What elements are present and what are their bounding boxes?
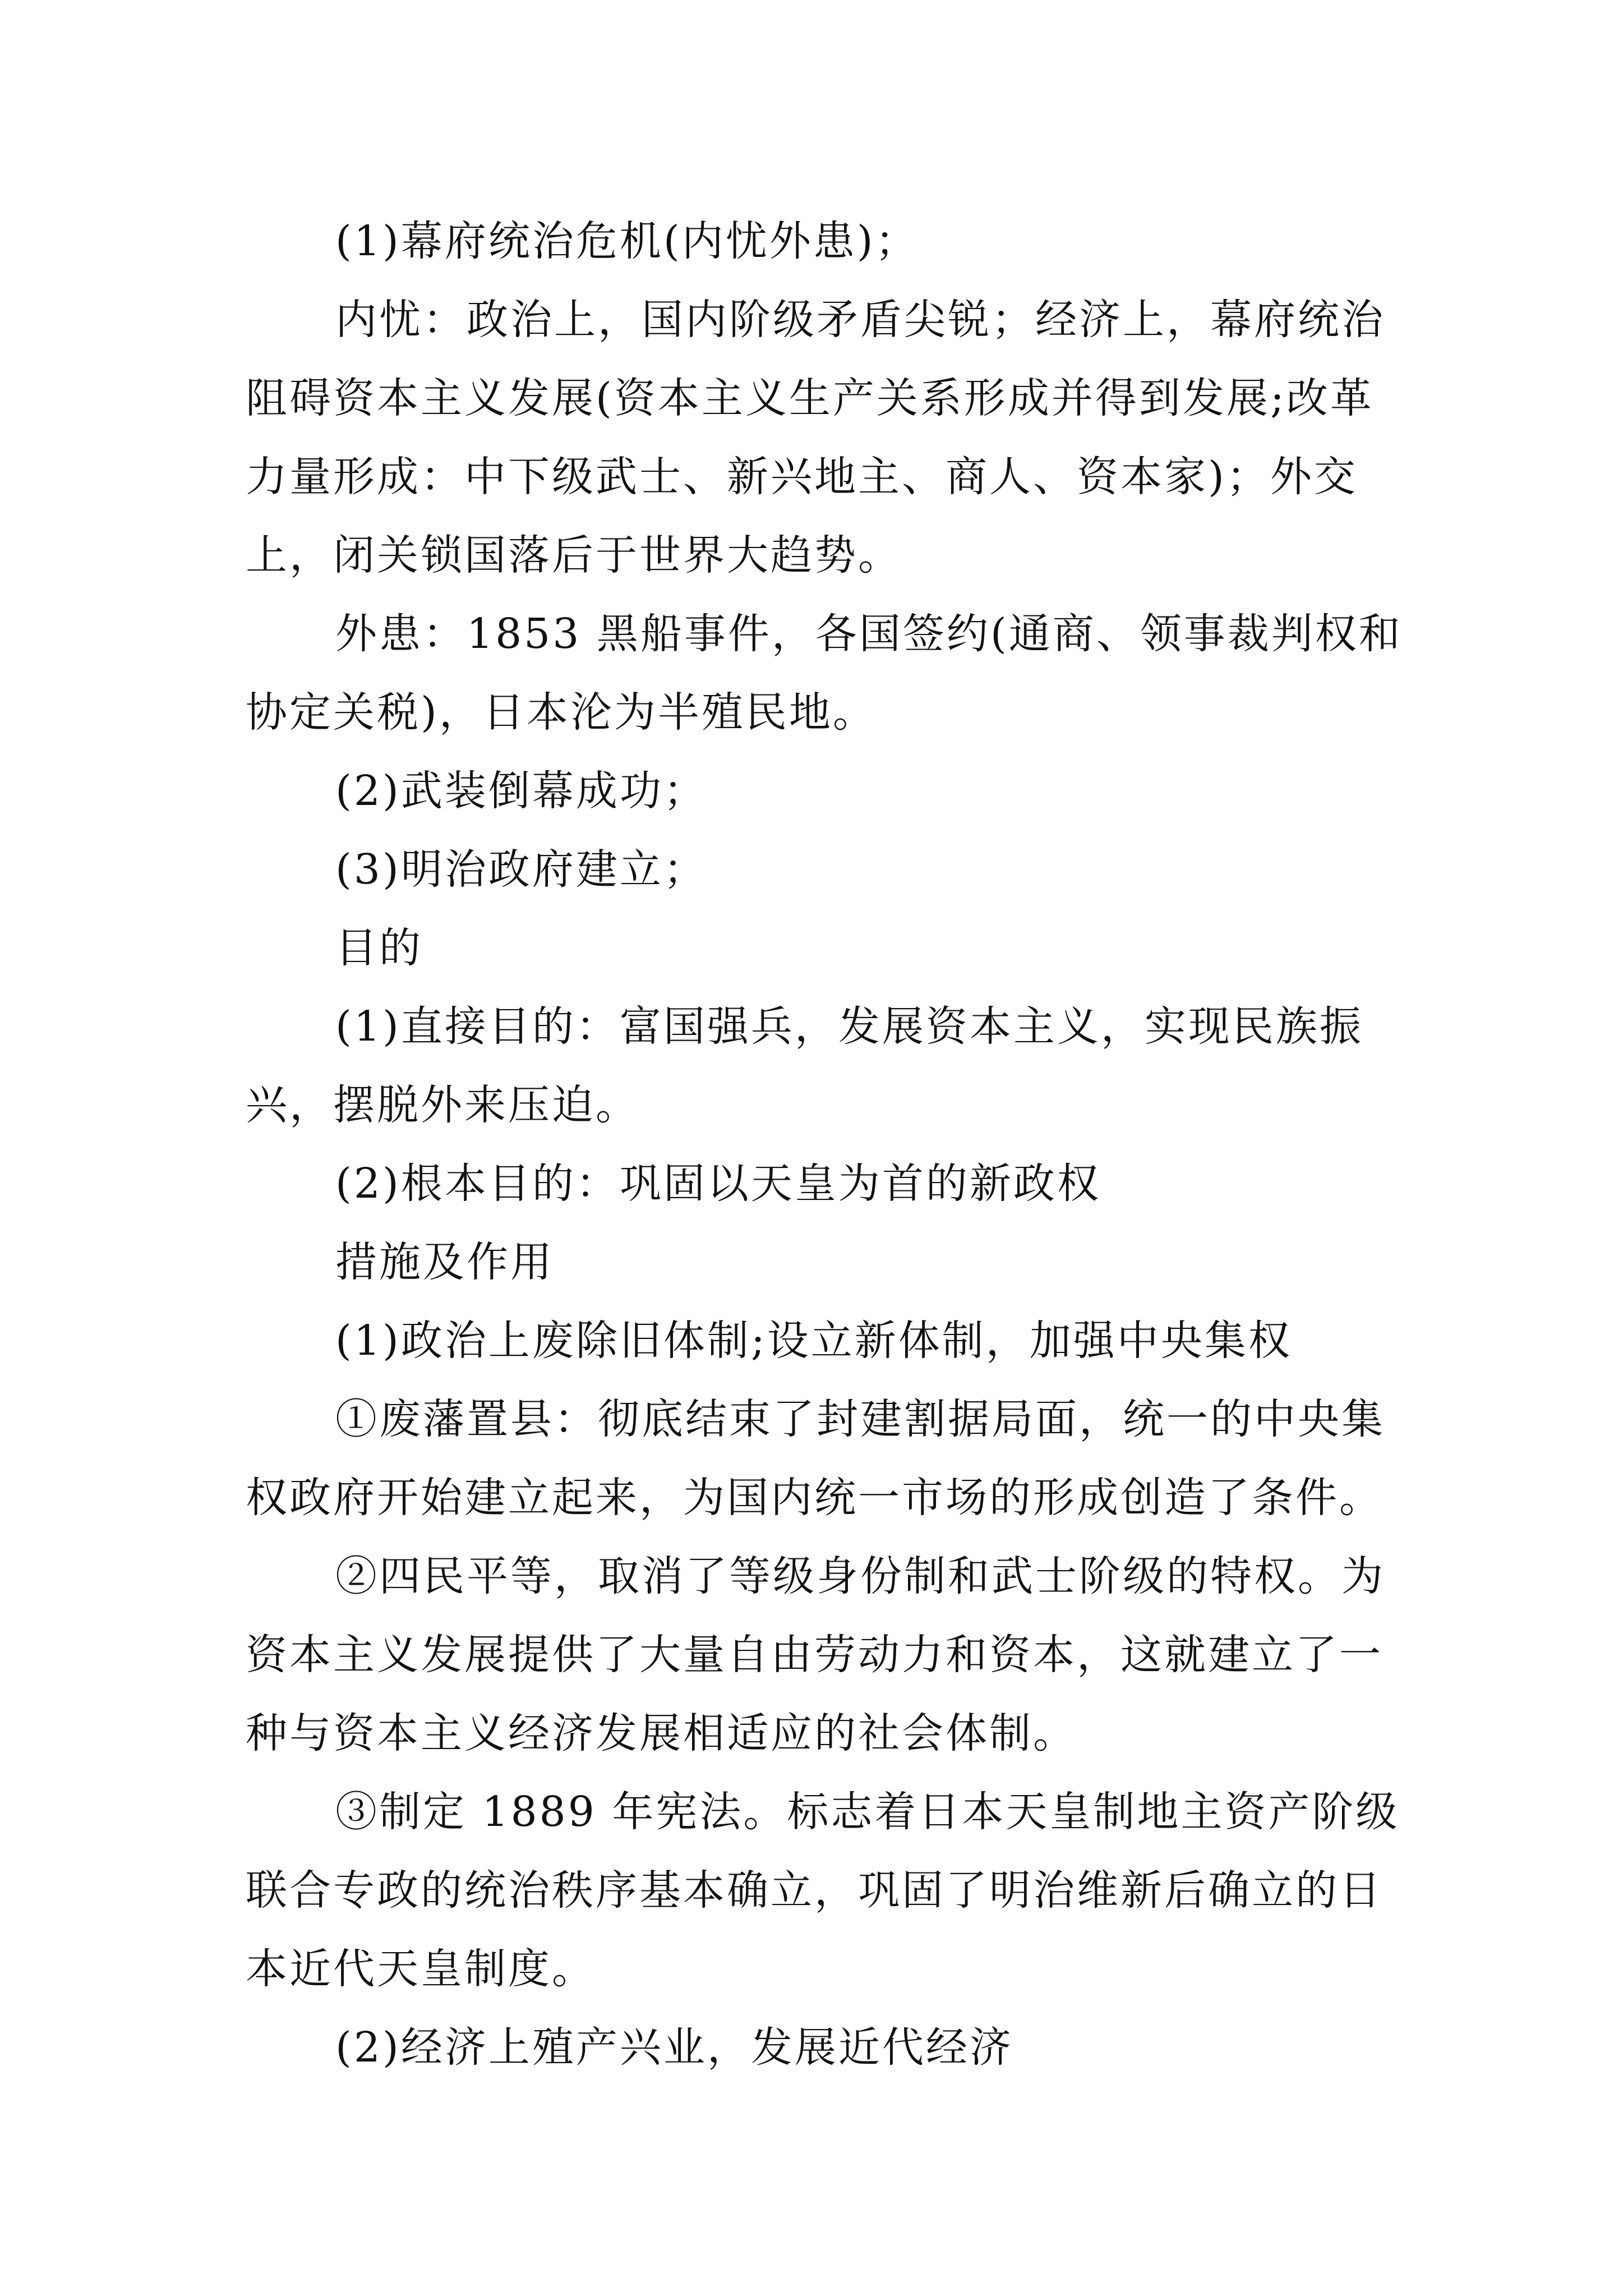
text-line: (2)根本目的：巩固以天皇为首的新政权 — [335, 1159, 1101, 1208]
text-line: 上，闭关锁国落后于世界大趋势。 — [246, 531, 902, 579]
section-heading: 目的 — [335, 924, 423, 972]
text-line: 本近代天皇制度。 — [246, 1945, 596, 1993]
text-line: 联合专政的统治秩序基本确立，巩固了明治维新后确立的日 — [246, 1866, 1383, 1915]
text-line: (2)经济上殖产兴业，发展近代经济 — [335, 2023, 1013, 2072]
text-line: 资本主义发展提供了大量自由劳动力和资本，这就建立了一 — [246, 1631, 1383, 1679]
text-line: 外患：1853 黑船事件，各国签约(通商、领事裁判权和 — [335, 610, 1403, 658]
text-line: ③制定 1889 年宪法。标志着日本天皇制地主资产阶级 — [335, 1788, 1400, 1836]
text-line: 权政府开始建立起来，为国内统一市场的形成创造了条件。 — [246, 1474, 1383, 1522]
text-line: 阻碍资本主义发展(资本主义生产关系形成并得到发展;改革 — [246, 374, 1374, 422]
text-line: (1)幕府统治危机(内忧外患)； — [335, 217, 919, 265]
text-line: 协定关税)，日本沦为半殖民地。 — [246, 688, 877, 737]
text-line: 内忧：政治上，国内阶级矛盾尖锐；经济上，幕府统治 — [335, 296, 1385, 344]
text-line: 种与资本主义经济发展相适应的社会体制。 — [246, 1709, 1077, 1757]
text-line: (3)明治政府建立； — [335, 845, 707, 894]
text-line: 兴，摆脱外来压迫。 — [246, 1081, 639, 1129]
text-line: ①废藩置县：彻底结束了封建割据局面，统一的中央集 — [335, 1395, 1385, 1443]
text-line: 力量形成：中下级武士、新兴地主、商人、资本家)；外交 — [246, 453, 1358, 501]
text-line: ②四民平等，取消了等级身份制和武士阶级的特权。为 — [335, 1552, 1385, 1600]
text-line: (2)武装倒幕成功； — [335, 767, 707, 815]
text-line: (1)直接目的：富国强兵，发展资本主义，实现民族振 — [335, 1002, 1363, 1051]
section-heading: 措施及作用 — [335, 1238, 554, 1286]
text-line: (1)政治上废除旧体制;设立新体制，加强中央集权 — [335, 1317, 1292, 1365]
